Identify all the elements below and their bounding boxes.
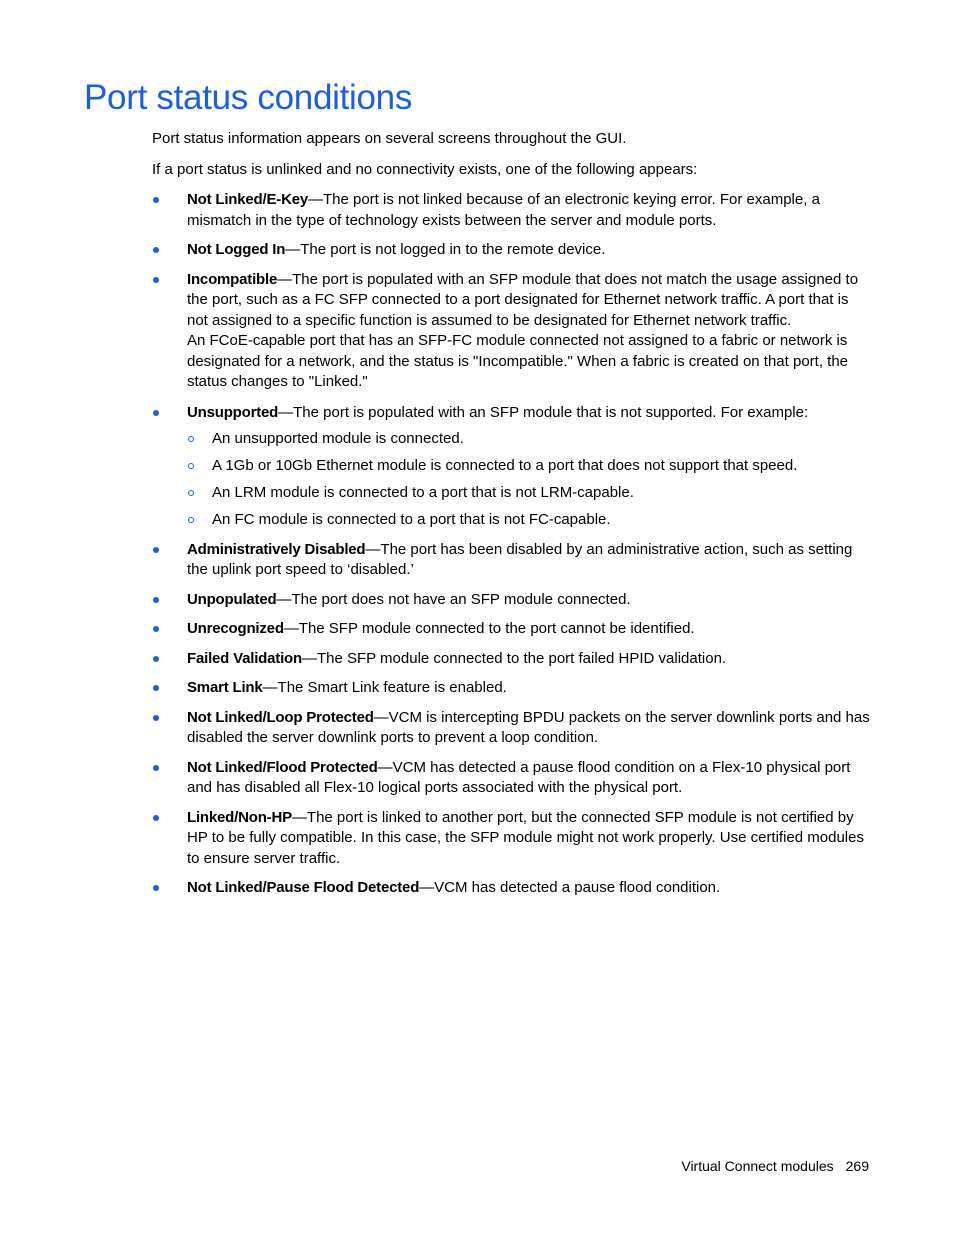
status-item [152,678,870,699]
status-item [152,708,870,749]
status-term: Not Linked/Pause Flood Detected [187,879,420,896]
status-item [152,590,870,611]
status-list [152,190,870,899]
bullet-icon [153,715,159,721]
status-item [152,190,870,231]
circle-bullet-icon [188,517,194,523]
sublist-item: An FC module is connected to a port that is not FC-capable. [187,510,870,531]
status-description: —The port is not linked because of an electronic keying error. For example, a mismatch in the type of technology exists between the server and module ports. [187,191,820,229]
circle-bullet-icon [188,490,194,496]
bullet-icon [153,885,159,891]
bullet-icon [153,547,159,553]
status-description: —The SFP module connected to the port cannot be identified. [283,620,695,637]
bullet-icon [153,815,159,821]
status-description: —The Smart Link feature is enabled. [262,679,507,696]
page-number: 269 [845,1158,869,1174]
status-term: Unpopulated [187,590,277,608]
bullet-icon [153,685,159,691]
sublist-item: A 1Gb or 10Gb Ethernet module is connected to a port that does not support that speed. [187,456,870,477]
intro-paragraph-1: Port status information appears on several screens throughout the GUI. [152,130,627,147]
page-title: Port status conditions [84,78,413,117]
circle-bullet-icon [188,436,194,442]
status-term: Failed Validation [187,649,302,667]
bullet-icon [153,247,159,253]
status-note: An FCoE-capable port that has an SFP-FC module connected not assigned to a fabric or network is designated for a network, and the status is "Incompatible." When a fabric is created on that port, the status changes to "Linked." [187,332,849,390]
status-term: Unrecognized [187,620,284,637]
status-description: —The port is linked to another port, but the connected SFP module is not certified by HP to be fully compatible. In this case, the SFP module might not work properly. Use certified modules to ensure server traffic. [187,808,864,867]
bullet-icon [153,656,159,662]
status-description: —The port has been disabled by an administrative action, such as setting the uplink port speed to ‘disabled.’ [187,540,853,578]
footer-section-title: Virtual Connect modules [681,1158,834,1174]
status-description: —The port is not logged in to the remote device. [285,241,606,258]
status-term: Not Linked/E-Key [187,191,308,208]
status-description: —VCM is intercepting BPDU packets on the server downlink ports and has disabled the server downlink ports to prevent a loop condition. [187,708,870,746]
sublist-item: An unsupported module is connected. [187,429,870,450]
status-term: Administratively Disabled [187,540,366,558]
status-item [152,403,870,531]
bullet-icon [153,626,159,632]
status-item [152,808,870,870]
status-item [152,270,870,393]
status-item [152,878,870,899]
status-item [152,649,870,670]
status-term: Not Logged In [187,241,286,258]
status-term: Linked/Non-HP [187,808,292,826]
status-description: —VCM has detected a pause flood condition on a Flex-10 physical port and has disabled all Flex-10 logical ports associated with the physical port. [187,758,851,796]
status-description: —The port is populated with an SFP module that is not supported. For example: [278,403,809,421]
circle-bullet-icon [188,463,194,469]
bullet-icon [153,410,159,416]
status-term: Not Linked/Flood Protected [187,758,378,776]
status-item [152,540,870,581]
status-term: Smart Link [187,679,263,696]
status-term: Incompatible [187,270,278,288]
status-description: —The port is populated with an SFP module that does not match the usage assigned to the port, such as a FC SFP connected to a port designated for Ethernet network traffic. A port that is not assigned to a specific function is assumed to be designated for Ethernet network traffic. [187,270,859,329]
page-footer [681,1158,869,1174]
document-body [152,129,870,908]
bullet-icon [153,597,159,603]
intro-paragraph-2: If a port status is unlinked and no connectivity exists, one of the following appears: [152,160,698,178]
status-description: —VCM has detected a pause flood condition. [419,879,721,896]
status-item [152,758,870,799]
sublist-item: An LRM module is connected to a port that is not LRM-capable. [187,483,870,504]
example-sublist [187,429,870,531]
bullet-icon [153,765,159,771]
status-item [152,619,870,640]
status-description: —The SFP module connected to the port failed HPID validation. [301,649,727,667]
status-term: Unsupported [187,403,279,421]
status-term: Not Linked/Loop Protected [187,708,374,726]
bullet-icon [153,277,159,283]
status-description: —The port does not have an SFP module connected. [276,590,631,608]
bullet-icon [153,197,159,203]
status-item [152,240,870,261]
